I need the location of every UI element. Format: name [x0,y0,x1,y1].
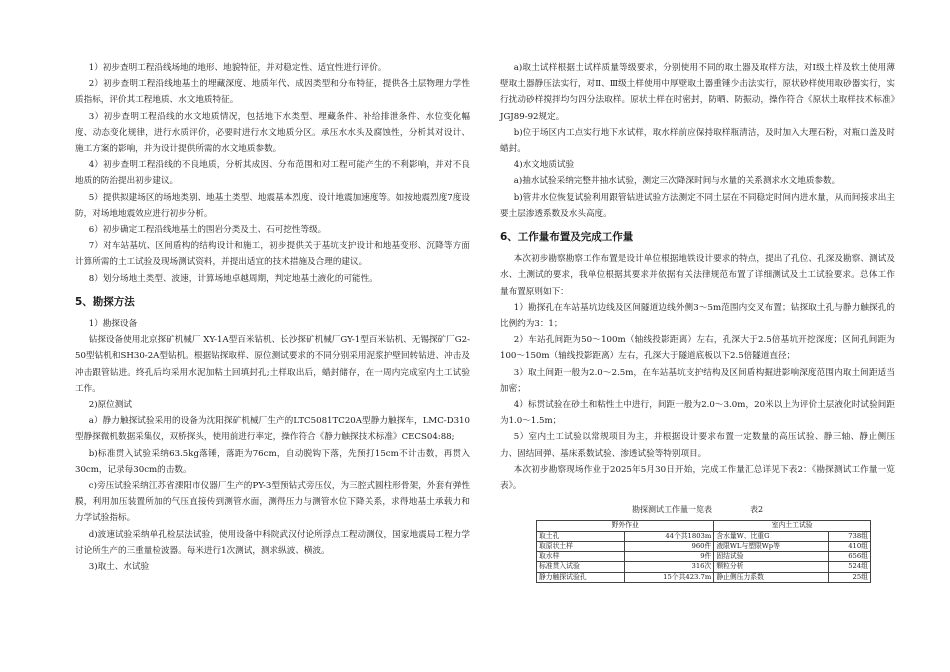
table-cell: 9件 [625,552,714,562]
table-cell: 25组 [829,572,871,582]
table-cell: 44个共1803m [625,531,714,541]
paragraph: b)位于场区内工点实行地下水试样，取水样前应保持取样瓶清洁，及时加入大理石粉，对瓶口盖及时蜡封。 [500,127,895,155]
subheading: 4)水文地质试验 [513,160,575,171]
paragraph: a)取土试样根据土试样质量等级要求，分别使用不同的取土器及取样方法，对Ⅰ级土样及软土使用薄壁取土器静压法实行，对Ⅱ、Ⅲ级土样使用中厚壁取土器重锤少击法实行，原状砂样使用取砂器实行，实行扰动砂样搅拌均匀四分法取样。原状土样在时密封，防晒、防振动，操作符合《原状土取样技术标准》JGJ89-92规定。 [500,63,895,122]
paragraph: a)抽水试验采纳完整井抽水试验，测定三次降深时间与水量的关系测求水文地质参数。 [513,176,841,187]
table-cell: 静力触探试验孔 [537,572,625,582]
objective-item: 2）初步查明工程沿线地基土的埋藏深度、地质年代、成因类型和分布特征，提供各土层物理力学性质指标，评价其工程地质、水文地质特征。 [75,79,470,106]
objective-item: 3）初步查明工程沿线的水文地质情况，包括地下水类型、埋藏条件、补给排泄条件、水位变化幅度、动态变化规律，进行水质评价，必要时进行水文地质分区。承压水水头及腐蚀性，分析其对设计、施工方案的影响，并为设计提供所需的水文地质参数。 [75,111,470,155]
paragraph: b)管井水位恢复试验利用跟管钻进试验方法测定不同土层在不同稳定时间内进水量，从而间接求出主要土层渗透系数及水头高度。 [500,192,895,219]
subheading: 3)取土、水试验 [88,562,150,573]
table-cell: 固结试验 [714,552,829,562]
table-cell: 取水样 [537,552,625,562]
paragraph: c)旁压试验采纳江苏省溧阳市仪器厂生产的PY-3型预钻式旁压仪，为三腔式圆柱形骨架，外套有弹性膜，利用加压装置所加的气压直接传到测管水面，测得压力与测管水位下降关系，求得地基土承载力和力学试验指标。 [75,481,470,524]
table-row [537,552,871,562]
paragraph: 钻探设备使用北京探矿机械厂 XY-1A型百米钻机、长沙探矿机械厂GY-1型百米钻机、无锡探矿厂G2-50型钻机和SH30-2A型钻机。根据钻探取样、原位测试要求的不同分别采用泥浆护壁回转钻进、冲击及冲击跟管钻进。终孔后均采用水泥加粘土回填封孔;土样取出后，蜡封储存，在一周内完成室内土工试验工作。 [75,335,470,394]
table-cell: 取原状土样 [537,541,625,551]
table-cell: 656组 [829,552,871,562]
table-header-lab: 室内土工试验 [714,521,871,531]
table-cell: 含水量W、比重G [714,531,829,541]
table-row [537,572,871,582]
principle-item: 4）标贯试验在砂土和粘性土中进行，间距一般为2.0～3.0m，20米以上为评价土层液化时试验间距为1.0～1.5m； [500,400,895,427]
section-heading-5: 5、勘探方法 [75,295,135,308]
table-header-row [537,521,871,531]
subheading: 2)原位测试 [88,400,132,411]
paragraph: d)波速试验采纳单孔检层法试验，使用设备中科院武汉付论所浮点工程动测仪，国家地震局工程力学讨论所生产的三重量检波器。每米进行1次测试，测求纵波、横波。 [75,529,470,556]
table-cell: 410组 [829,541,871,551]
table-cell: 960件 [625,541,714,551]
objective-item: 5）提供拟建场区的场地类别、地基土类型、地震基本烈度、设计地震加速度等。如按地震烈度7度设防，对场地地震效应进行初步分析。 [75,192,470,219]
objective-item: 6）初步确定工程沿线地基土的围岩分类及土、石可挖性等级。 [88,225,327,236]
table-title: 勘探测试工作量一览表 [631,505,712,515]
table-row [537,531,871,541]
objective-item: 8）划分场地土类型、波速，计算场地卓越周期，判定地基土液化的可能性。 [88,273,378,284]
table-cell: 颗粒分析 [714,562,829,572]
table-row [537,562,871,572]
principle-item: 5）室内土工试验以常规项目为主，并根据设计要求布置一定数量的高压试验、静三轴、静止侧压力、固结回弹、基床系数试验、渗透试验等特别项目。 [500,432,895,459]
paragraph: b)标准贯入试验采纳63.5kg落锤，落距为76cm，自动脱钩下落，先预打15cm不计击数，再贯入30cm，记录每30cm的击数。 [75,448,470,475]
objective-item: 1）初步查明工程沿线场地的地形、地貌特征，并对稳定性、适宜性进行评价。 [88,63,387,73]
table-cell: 取土孔 [537,531,625,541]
objective-item: 7）对车站基坑、区间盾构的结构设计和施工，初步提供关于基坑支护设计和地基变形、沉降等方面计算所需的土工试验及现场测试资料，并提出适宜的技术措施及合理的建议。 [75,241,470,268]
principle-item: 2）车站孔间距为50～100m（轴线投影距离）左右，孔深大于2.5倍基坑开挖深度；区间孔间距为100～150m（轴线投影距离）左右，孔深大于隧道底板以下2.5倍隧道直径； [500,335,895,362]
table-header-field: 野外作业 [537,521,714,531]
objective-item: 4）初步查明工程沿线的不良地质，分析其成因、分布范围和对工程可能产生的不利影响，并对不良地质的防治提出初步建议。 [75,160,470,187]
workload-table [536,520,871,582]
section-heading-6: 6、工作量布置及完成工作量 [500,231,634,244]
table-caption [500,502,895,518]
paragraph: 本次初步勘察现场作业于2025年5月30日开始，完成工作量汇总详见下表2：《勘探测试工作量一览表》。 [500,464,895,492]
paragraph: a）静力触探试验采用的设备为沈阳探矿机械厂生产的LTC5081TC20A型静力触探车，LMC-D310型静探微机数据采集仪，双桥探头，使用前进行率定，操作符合《静力触探技术标准》CECS04:88; [75,416,470,443]
table-cell: 静止侧压力系数 [714,572,829,582]
table-cell: 标准贯入试验 [537,562,625,572]
principle-item: 3）取土间距一般为2.0～2.5m，在车站基坑支护结构及区间盾构掘进影响深度范围内取土间距适当加密； [500,367,895,394]
table-cell: 316次 [625,562,714,572]
table-row [537,541,871,551]
subheading: 1）勘探设备 [88,319,138,330]
principle-item: 1）勘探孔在车站基坑边线及区间隧道边线外侧3～5m范围内交叉布置；钻探取土孔与静力触探孔的比例约为3：1； [500,302,895,330]
table-cell: 738组 [829,531,871,541]
table-cell: 15个共423.7m [625,572,714,582]
table-cell: 524组 [829,562,871,572]
right-column [500,60,895,583]
left-column [75,60,470,575]
paragraph: 本次初步勘察勘察工作布置是设计单位根据地铁设计要求的特点，提出了孔位、孔深及勘察、测试及水、土测试的要求，我单位根据其要求并依据有关法律规范布置了详细测试及土工试验要求。总体工作量布置原则如下： [500,254,895,297]
table-cell: 液限WL与塑限Wp等 [714,541,829,551]
table-number: 表2 [749,505,764,515]
